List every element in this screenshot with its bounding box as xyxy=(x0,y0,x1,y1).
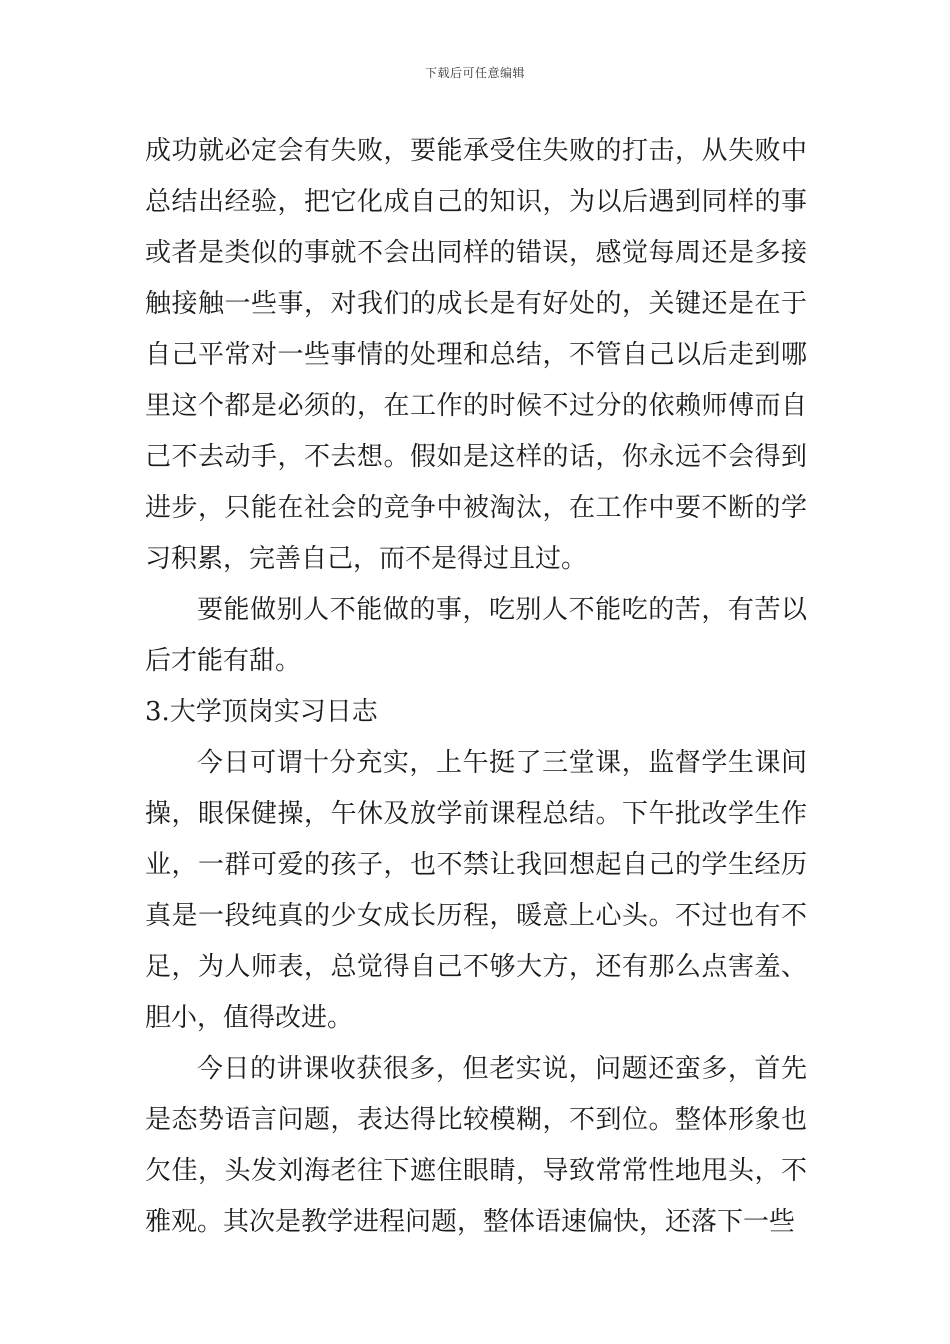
paragraph-failure-lesson: 成功就必定会有失败，要能承受住失败的打击，从失败中总结出经验，把它化成自己的知识，为以后遇到同样的事或者是类似的事就不会出同样的错误，感觉每周还是多接触接触一些事，对我们的成长是有好处的，关键还是在于自己平常对一些事情的处理和总结，不管自己以后走到哪里这个都是必须的，在工作的时候不过分的依赖师傅而自己不去动手，不去想。假如是这样的话，你永远不会得到进步，只能在社会的竞争中被淘汰，在工作中要不断的学习积累，完善自己，而不是得过且过。 xyxy=(145,136,807,574)
paragraph-lecture-review: 今日的讲课收获很多，但老实说，问题还蛮多，首先是态势语言问题，表达得比较模糊，不到位。整体形象也欠佳，头发刘海老往下遮住眼睛，导致常常性地甩头，不雅观。其次是教学进程问题，整体语速偏快，还落下一些 xyxy=(145,1054,807,1237)
paragraph-hard-work: 要能做别人不能做的事，吃别人不能吃的苦，有苦以后才能有甜。 xyxy=(145,595,807,676)
document-body xyxy=(145,126,807,1248)
paragraph-full-day: 今日可谓十分充实，上午挺了三堂课，监督学生课间操，眼保健操，午休及放学前课程总结。下午批改学生作业，一群可爱的孩子，也不禁让我回想起自己的学生经历真是一段纯真的少女成长历程，暖意上心头。不过也有不足，为人师表，总觉得自己不够大方，还有那么点害羞、胆小，值得改进。 xyxy=(145,748,807,1033)
section-heading: 3.大学顶岗实习日志 xyxy=(145,697,378,727)
page-header: 下载后可任意编辑 xyxy=(424,66,525,80)
